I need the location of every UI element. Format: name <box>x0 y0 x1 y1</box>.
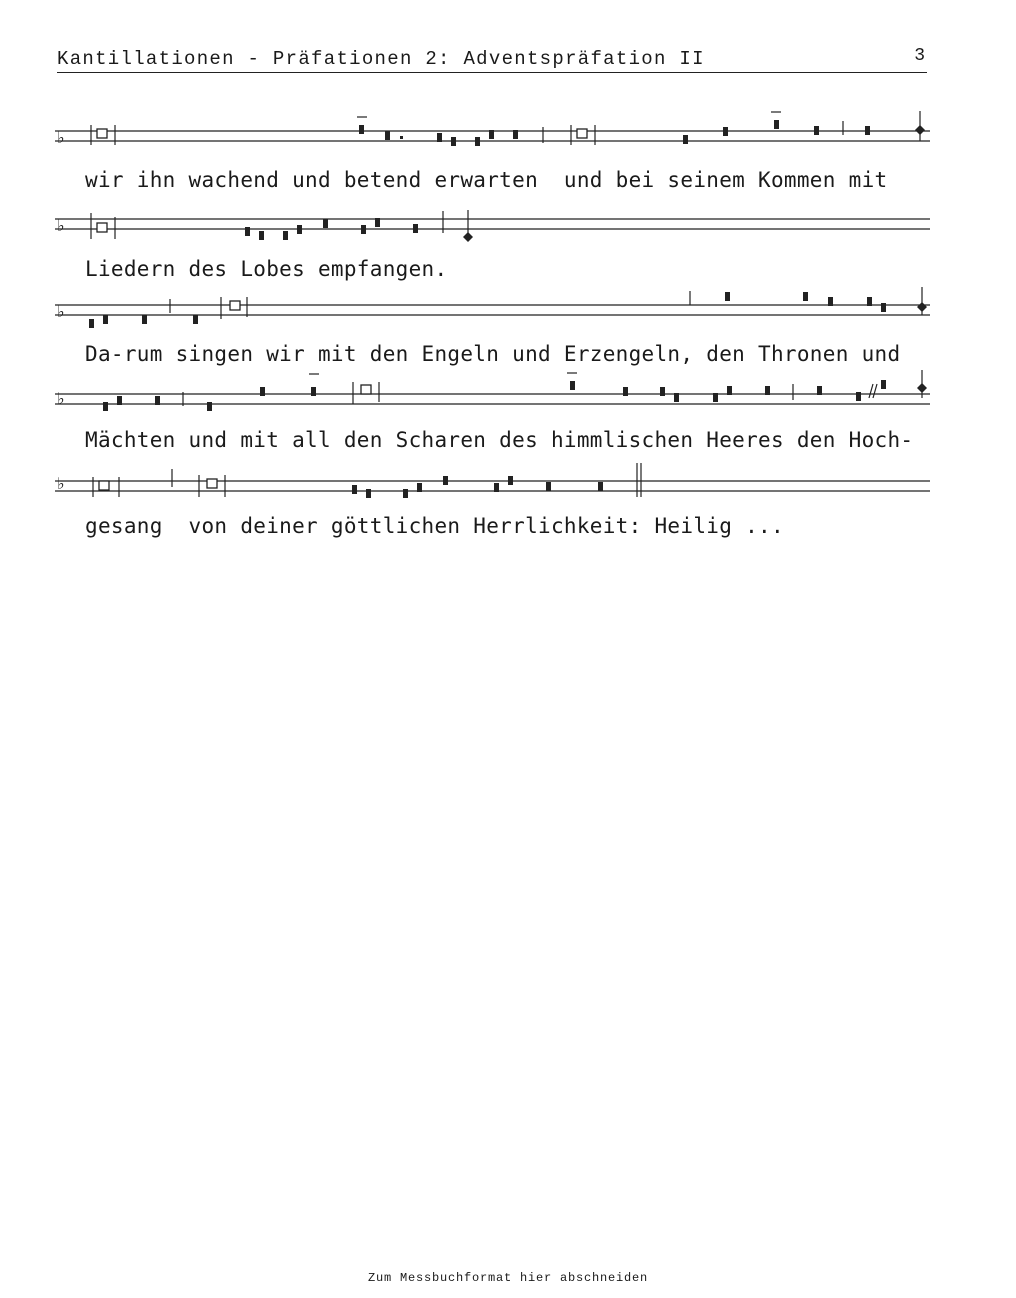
chant-staff-5 <box>55 467 930 507</box>
chant-staff-2 <box>55 205 930 245</box>
flat-clef-icon: ♭ <box>57 389 65 408</box>
flat-clef-icon: ♭ <box>57 216 65 235</box>
flat-clef-icon: ♭ <box>57 128 65 147</box>
flat-clef-icon: ♭ <box>57 474 65 493</box>
flat-clef-icon: ♭ <box>57 302 65 321</box>
chant-staff-3 <box>55 291 930 331</box>
lyric-line-2: Liedern des Lobes empfangen. <box>85 257 448 281</box>
lyric-line-3: Da-rum singen wir mit den Engeln und Erzengeln, den Thronen und <box>85 342 901 366</box>
page-header <box>57 44 927 73</box>
chant-staff-4 <box>55 380 930 420</box>
chant-staff-1 <box>55 117 930 157</box>
page-number: 3 <box>914 46 925 66</box>
lyric-line-5: gesang von deiner göttlichen Herrlichkeit: Heilig ... <box>85 514 784 538</box>
document-title: Kantillationen - Präfationen 2: Adventspräfation II <box>57 48 705 70</box>
cut-line-note: Zum Messbuchformat hier abschneiden <box>367 1271 649 1285</box>
lyric-line-4: Mächten und mit all den Scharen des himmlischen Heeres den Hoch- <box>85 428 914 452</box>
lyric-line-1: wir ihn wachend und betend erwarten und bei seinem Kommen mit <box>85 168 888 192</box>
